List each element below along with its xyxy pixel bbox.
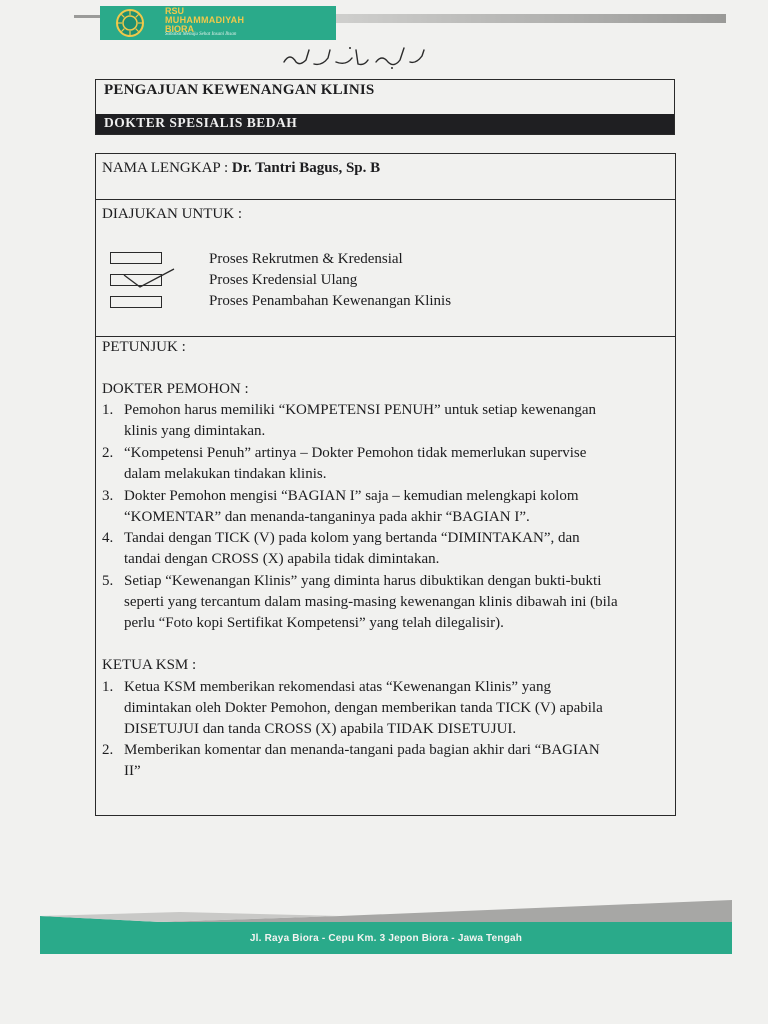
checkmark-icon [116, 267, 178, 295]
list-number: 4. [102, 530, 114, 546]
header-rule [336, 14, 726, 23]
option-label: Proses Kredensial Ulang [209, 272, 358, 288]
list-item-line: DISETUJUI dan tanda CROSS (X) apabila TIDAK DISETUJUI. [124, 721, 517, 737]
footer-address: Jl. Raya Biora - Cepu Km. 3 Jepon Biora - Jawa Tengah [249, 933, 523, 944]
ksm-heading: KETUA KSM : [102, 657, 197, 673]
list-number: 5. [102, 573, 114, 589]
checkbox-additional-privileges[interactable] [110, 296, 162, 308]
list-item-line: tandai dengan CROSS (X) apabila tidak dimintakan. [124, 551, 440, 567]
name-label: NAMA LENGKAP : [102, 160, 232, 176]
list-item-line: Pemohon harus memiliki “KOMPETENSI PENUH” untuk setiap kewenangan [124, 402, 597, 418]
header-rule-left [74, 15, 100, 18]
brand-tagline: Sahabat Menuju Sehat Insani Ihsan [165, 32, 237, 37]
instructions-label: PETUNJUK : [102, 339, 186, 355]
list-number: 2. [102, 445, 114, 461]
list-item-line: Memberikan komentar dan menanda-tangani pada bagian akhir dari “BAGIAN [124, 742, 600, 758]
list-item-line: dimintakan oleh Dokter Pemohon, dengan memberikan tanda TICK (V) apabila [124, 700, 603, 716]
specialty-title: DOKTER SPESIALIS BEDAH [104, 115, 298, 130]
list-item-line: Dokter Pemohon mengisi “BAGIAN I” saja – kemudian melengkapi kolom [124, 488, 579, 504]
name-row [102, 159, 380, 177]
list-item-line: II” [124, 763, 141, 779]
list-number: 3. [102, 488, 114, 504]
submitted-for-label: DIAJUKAN UNTUK : [102, 206, 242, 222]
checkbox-recruitment[interactable] [110, 252, 162, 264]
list-item-line: Ketua KSM memberikan rekomendasi atas “Kewenangan Klinis” yang [124, 679, 551, 695]
list-item-line: “KOMENTAR” dan menanda-tanganinya pada akhir “BAGIAN I”. [124, 509, 530, 525]
list-item-line: Setiap “Kewenangan Klinis” yang diminta harus dibuktikan dengan bukti-bukti [124, 573, 602, 589]
list-item-line: Tandai dengan TICK (V) pada kolom yang bertanda “DIMINTAKAN”, dan [124, 530, 580, 546]
divider [96, 336, 675, 337]
brand-line-2: MUHAMMADIYAH [165, 15, 245, 25]
list-item-line: seperti yang tercantum dalam masing-masing kewenangan klinis dibawah ini (bila [124, 594, 618, 610]
list-item-line: perlu “Foto kopi Sertifikat Kompetensi” yang telah dilegalisir). [124, 615, 504, 631]
option-label: Proses Rekrutmen & Kredensial [209, 251, 403, 267]
brand-line-1: RSU [165, 6, 185, 16]
list-number: 1. [102, 402, 114, 418]
title-box [95, 79, 675, 135]
list-item-line: dalam melakukan tindakan klinis. [124, 466, 327, 482]
name-value: Dr. Tantri Bagus, Sp. B [231, 160, 381, 176]
form-title: PENGAJUAN KEWENANGAN KLINIS [104, 82, 375, 98]
list-item-line: klinis yang dimintakan. [124, 423, 266, 439]
footer-text-area [40, 898, 732, 954]
list-number: 1. [102, 679, 114, 695]
list-item-line: “Kompetensi Penuh” artinya – Dokter Pemohon tidak memerlukan supervise [124, 445, 587, 461]
list-number: 2. [102, 742, 114, 758]
specialty-bar [96, 114, 674, 134]
brand-line-3: BIORA [165, 24, 194, 34]
form-box [95, 153, 676, 816]
hospital-logo-icon [115, 8, 145, 38]
option-label: Proses Penambahan Kewenangan Klinis [209, 293, 452, 309]
divider [96, 199, 675, 200]
basmala-calligraphy [280, 44, 430, 70]
applicant-heading: DOKTER PEMOHON : [102, 381, 249, 397]
